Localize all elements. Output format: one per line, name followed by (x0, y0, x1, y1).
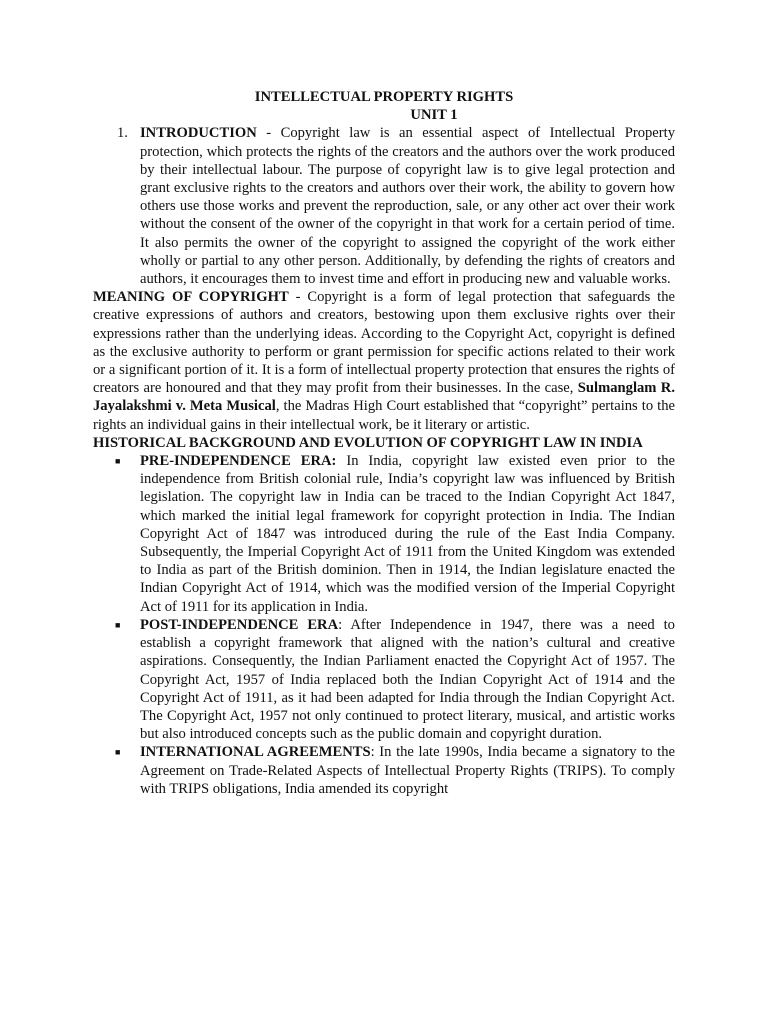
document-page (93, 88, 675, 798)
bullet-square-icon: ■ (115, 456, 121, 467)
section-number: 1. (117, 125, 128, 142)
bullet-square-icon: ■ (115, 747, 121, 758)
history-heading: HISTORICAL BACKGROUND AND EVOLUTION OF COPYRIGHT LAW IN INDIA (93, 434, 643, 451)
list-item-text: In India, copyright law existed even prior to the independence from British colonial rule, India’s copyright law was influenced by British legislation. The copyright law in India can be traced to the Indian Copyright Act 1847, which marked the initial legal framework for copyright protection in India. The Indian Copyright Act of 1847 was introduced during the rule of the East India Company. Subsequently, the Imperial Copyright Act of 1911 from the United Kingdom was extended to India as part of the British dominion. Then in 1914, the Indian legislature enacted the Indian Copyright Act of 1914, which was the modified version of the Imperial Copyright Act of 1911 for its application in India. (140, 453, 675, 615)
unit-heading: UNIT 1 (410, 107, 458, 124)
history-list (93, 452, 675, 798)
bullet-square-icon: ■ (115, 619, 121, 630)
meaning-text-before: - Copyright is a form of legal protection that safeguards the creative expressions of authors and creators, bestowing upon them exclusive rights over their expressions rather than the underlying ideas. According to the Copyright Act, copyright is defined as the exclusive authority to perform or grant permission for specific actions related to their work or a significant portion of it. It is a form of intellectual property protection that ensures the rights of creators are honoured and that they may profit from their businesses. In the case, (93, 289, 675, 397)
list-item (93, 616, 675, 743)
introduction-text: - Copyright law is an essential aspect of Intellectual Property protection, which protects the rights of the creators and the authors over the work produced by their intellectual labour. The purpose of copyright law is to give legal protection and grant exclusive rights to the creators and authors over their work, the ability to govern how others use those works and prevent the reproduction, sale, or any other act over their work without the consent of the owner of the copyright in that work for a certain period of time. It also permits the owner of the copyright to assigned the copyright of the work either wholly or partial to any other person. Additionally, by defending the rights of creators and authors, it encourages them to invest time and effort in producing new and valuable works. (140, 125, 675, 288)
list-item-label: PRE-INDEPENDENCE ERA: (140, 453, 337, 470)
meaning-heading: MEANING OF COPYRIGHT (93, 289, 289, 306)
introduction-heading: INTRODUCTION (140, 125, 257, 142)
document-title: INTELLECTUAL PROPERTY RIGHTS (254, 89, 514, 105)
list-item-label: POST-INDEPENDENCE ERA (140, 616, 339, 633)
list-item (93, 452, 675, 616)
list-item-label: INTERNATIONAL AGREEMENTS (140, 744, 371, 761)
meaning-text-after: , the Madras High Court established that “copyright” pertains to the rights an individual gains in their intellectual work, be it literary or artistic. (93, 398, 676, 433)
case-name: Sulmanglam R. Jayalakshmi v. Meta Musical (93, 380, 675, 415)
introduction-section (93, 124, 675, 288)
list-item-text: : In the late 1990s, India became a signatory to the Agreement on Trade-Related Aspects of Intellectual Property Rights (TRIPS). To comply with TRIPS obligations, India amended its copyright (140, 744, 675, 797)
list-item (93, 743, 675, 798)
list-item-text: : After Independence in 1947, there was a need to establish a copyright framework that aligned with the nation’s cultural and creative aspirations. Consequently, the Indian Parliament enacted the Copyright Act of 1957. The Copyright Act, 1957 of India replaced both the Indian Copyright Act of 1914 and the Copyright Act of 1911, as it had been adapted for India through the Indian Copyright Act. The Copyright Act, 1957 not only continued to protect literary, musical, and artistic works but also introduced concepts such as the public domain and copyright duration. (140, 616, 675, 743)
meaning-section (93, 288, 675, 434)
